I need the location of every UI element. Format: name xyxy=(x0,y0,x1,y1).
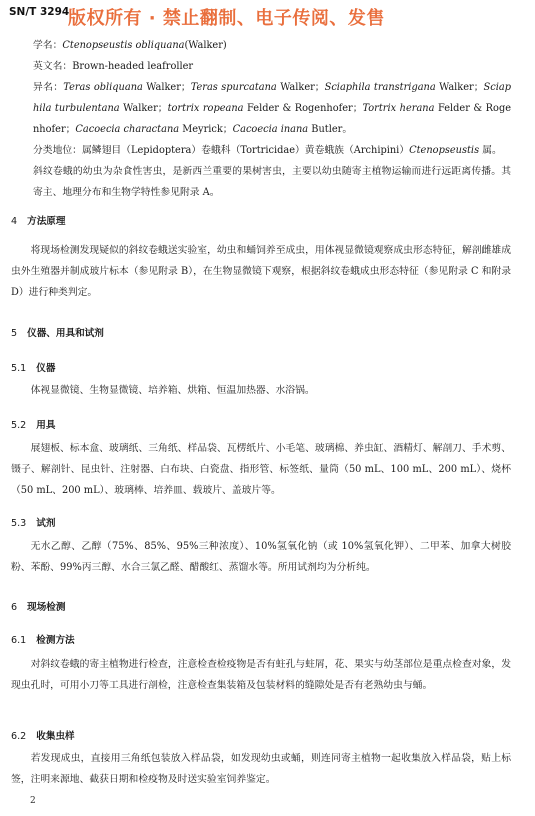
section-6-2-text: 若发现成虫，直接用三角纸包装放入样品袋，如发现幼虫或蛹，则连同寄主植物一起收集放入样品袋，贴上标签，注明来源地、截获日期和检疫物及时送实验室饲养鉴定。 xyxy=(11,753,511,785)
english-name: Brown-headed leafroller xyxy=(72,61,194,72)
standard-code: SN/T 3294 xyxy=(9,6,70,18)
section-5-2-heading: 5.2 用具 xyxy=(11,420,56,431)
section-6-2-body xyxy=(0,748,535,790)
synonyms-paragraph: 异名：Teras obliquana Walker；Teras spurcatana Walker；Sciaphila transtrigana Walker；Sciaphila turbulentana Walker；tortrix ropeana Felder & Rogenhofer；Tortrix herana Felder & Rogenhofer；Cacoecia charactana Meyrick；Cacoecia inana Butler。 xyxy=(33,82,512,135)
intro-paragraph: 斜纹卷蛾的幼虫为杂食性害虫，是新西兰重要的果树害虫，主要以幼虫随寄主植物运输而进行远距离传播。其寄主、地理分布和生物学特性参见附录 A。 xyxy=(33,166,511,198)
page-number: 2 xyxy=(30,796,36,806)
section-5-1-heading: 5.1 仪器 xyxy=(11,363,56,374)
scientific-name-line: 学名：Ctenopseustis obliquana(Walker) xyxy=(33,40,227,51)
section-5-3-heading: 5.3 试剂 xyxy=(11,518,56,529)
section-4-body xyxy=(0,240,535,303)
section-5-heading: 5 仪器、用具和试剂 xyxy=(11,328,104,339)
section-5-1-text: 体视显微镜、生物显微镜、培养箱、烘箱、恒温加热器、水浴锅。 xyxy=(30,385,315,396)
section-5-2-text: 展翅板、标本盒、玻璃纸、三角纸、样品袋、瓦楞纸片、小毛笔、玻璃棉、养虫缸、酒精灯、解剖刀、手术剪、镊子、解剖针、昆虫针、注射器、白布块、白瓷盘、指形管、标签纸、量筒（50 mL、100 mL、200 mL）、烧杯（50 mL、200 mL）、玻璃棒、培养皿、载玻片、盖玻片等。 xyxy=(11,443,511,496)
section-6-heading: 6 现场检测 xyxy=(11,602,66,613)
section-4-text: 将现场检测发现疑似的斜纹卷蛾送实验室，幼虫和蛹饲养至成虫，用体视显微镜观察成虫形态特征，解剖雌雄成虫外生殖器并制成玻片标本（参见附录 B），在生物显微镜下观察，根据斜纹卷蛾成虫形态特征（参见附录 C 和附录 D）进行种类判定。 xyxy=(11,245,511,298)
section-4-heading: 4 方法原理 xyxy=(11,216,66,227)
scientific-name: Ctenopseustis obliquana xyxy=(62,40,185,51)
section-6-2-heading: 6.2 收集虫样 xyxy=(11,731,75,742)
section-5-1-body xyxy=(0,380,535,401)
section-5-3-body xyxy=(0,536,535,578)
classification-line: 分类地位：属鳞翅目（Lepidoptera）卷蛾科（Tortricidae）黄卷蛾族（Archipini）Ctenopseustis 属。 xyxy=(33,145,502,156)
section-6-1-heading: 6.1 检测方法 xyxy=(11,635,75,646)
section-6-1-text: 对斜纹卷蛾的寄主植物进行检查，注意检查检疫物是否有蛀孔与蛀屑，花、果实与幼茎部位是重点检查对象，发现虫孔时，可用小刀等工具进行剖检，注意检查集装箱及包装材料的缝隙处是否有老熟幼虫与蛹。 xyxy=(11,659,511,691)
section-6-1-body xyxy=(0,654,535,696)
section-5-2-body xyxy=(0,438,535,501)
section-5-3-text: 无水乙醇、乙醇（75%、85%、95%三种浓度）、10%氢氧化钠（或 10%氢氧化钾）、二甲苯、加拿大树胶粉、苯酚、99%丙三醇、水合三氯乙醛、醋酸红、蒸馏水等。所用试剂均为分析纯。 xyxy=(11,541,511,573)
taxonomy-block xyxy=(0,35,535,203)
english-name-line: 英文名：Brown-headed leafroller xyxy=(33,61,194,72)
copyright-watermark: 版权所有 · 禁止翻制、电子传阅、发售 xyxy=(68,8,385,29)
